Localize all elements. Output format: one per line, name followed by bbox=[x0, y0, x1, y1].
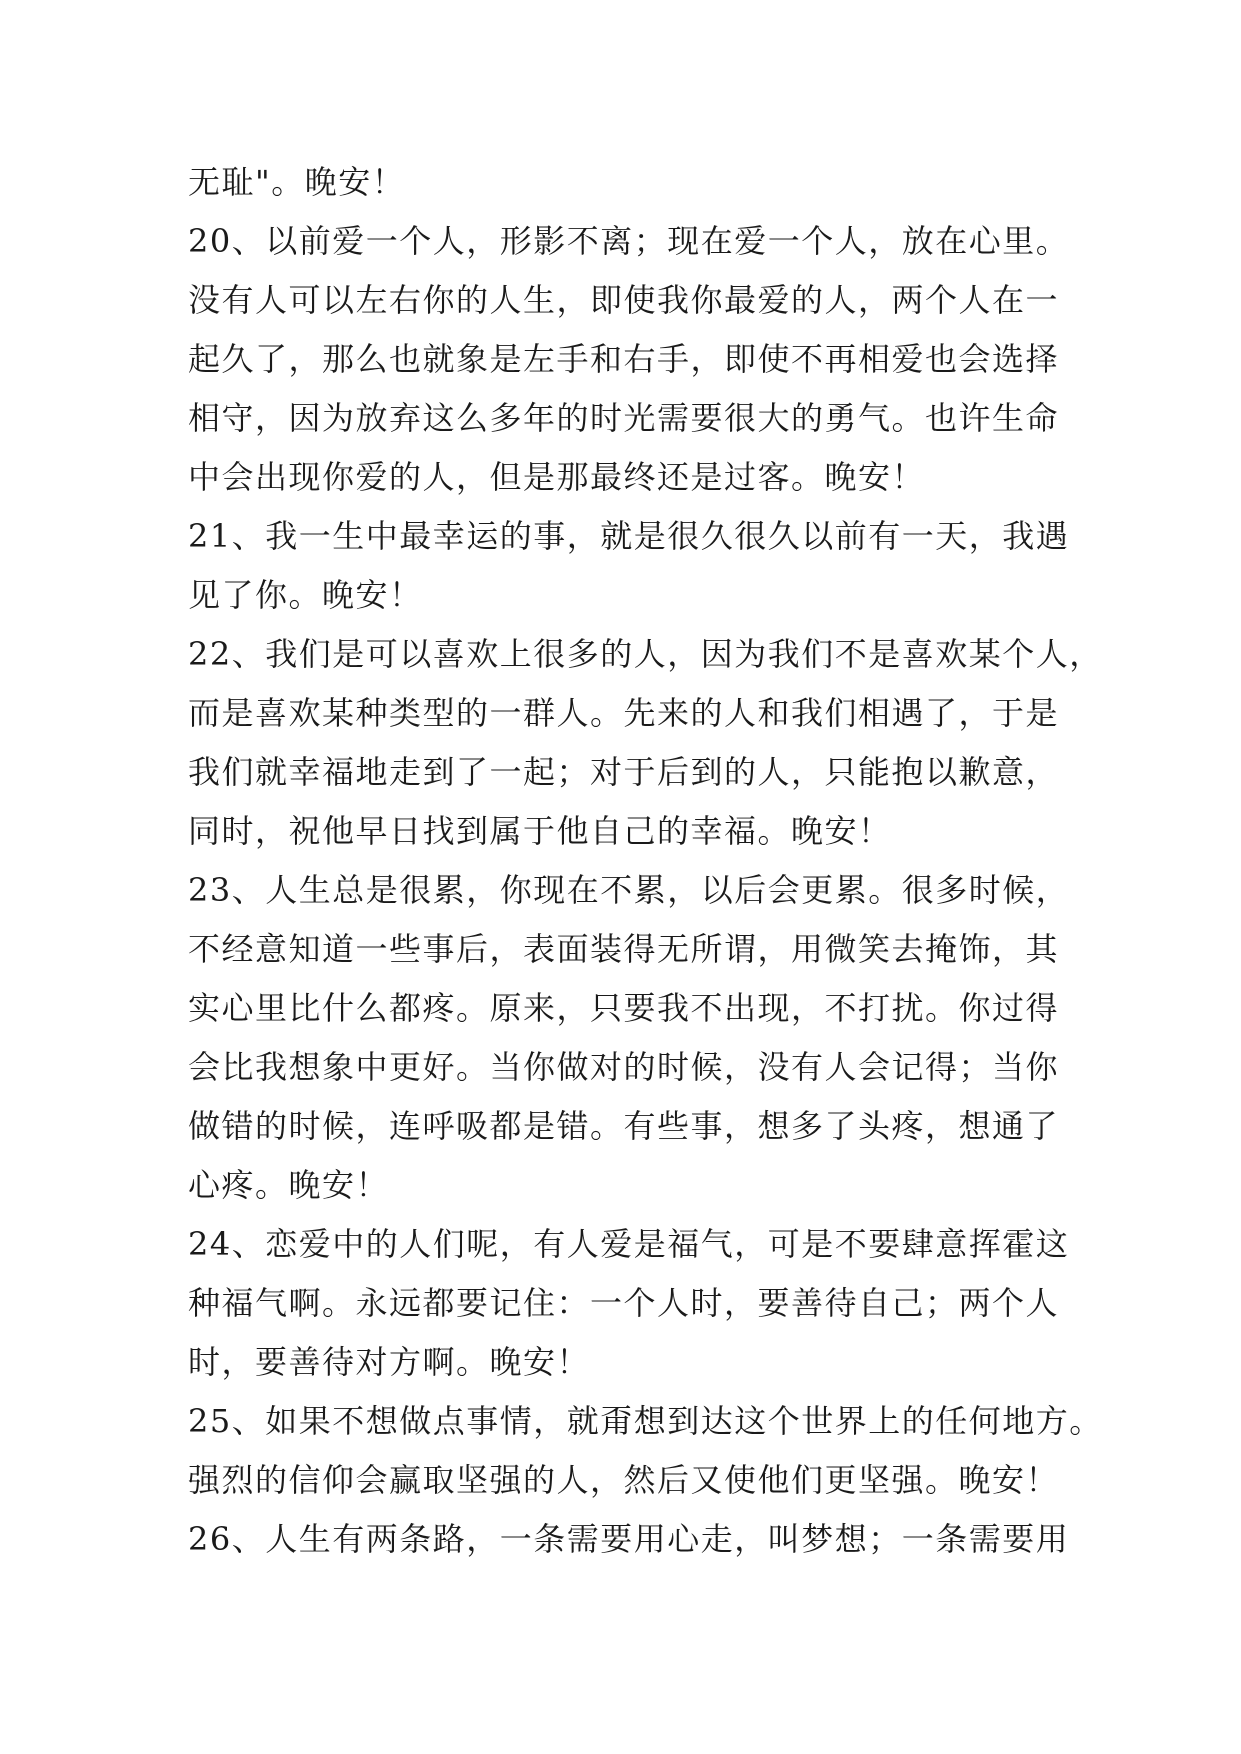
text-line: 24、恋爱中的人们呢，有人爱是福气，可是不要肆意挥霍这 bbox=[188, 1225, 1070, 1263]
text-line: 不经意知道一些事后，表面装得无所谓，用微笑去掩饰，其 bbox=[188, 930, 1060, 968]
text-line: 强烈的信仰会赢取坚强的人，然后又使他们更坚强。晚安！ bbox=[188, 1461, 1060, 1499]
text-line: 中会出现你爱的人，但是那最终还是过客。晚安！ bbox=[188, 458, 926, 496]
text-line: 没有人可以左右你的人生，即使我你最爱的人，两个人在一 bbox=[188, 281, 1060, 319]
text-line: 心疼。晚安！ bbox=[188, 1166, 390, 1204]
text-line: 相守，因为放弃这么多年的时光需要很大的勇气。也许生命 bbox=[188, 399, 1060, 437]
text-line: 实心里比什么都疼。原来，只要我不出现，不打扰。你过得 bbox=[188, 989, 1060, 1027]
text-line: 同时，祝他早日找到属于他自己的幸福。晚安！ bbox=[188, 812, 892, 850]
text-line: 做错的时候，连呼吸都是错。有些事，想多了头疼，想通了 bbox=[188, 1107, 1060, 1145]
text-line: 无耻"。晚安！ bbox=[188, 163, 406, 201]
document-body bbox=[188, 153, 1103, 1569]
text-line: 起久了，那么也就象是左手和右手，即使不再相爱也会选择 bbox=[188, 340, 1060, 378]
text-line: 而是喜欢某种类型的一群人。先来的人和我们相遇了，于是 bbox=[188, 694, 1060, 732]
text-line: 种福气啊。永远都要记住：一个人时，要善待自己；两个人 bbox=[188, 1284, 1060, 1322]
text-line: 时，要善待对方啊。晚安！ bbox=[188, 1343, 591, 1381]
text-line: 20、以前爱一个人，形影不离；现在爱一个人，放在心里。 bbox=[188, 222, 1070, 260]
text-line: 22、我们是可以喜欢上很多的人，因为我们不是喜欢某个人， bbox=[188, 635, 1103, 673]
text-line: 会比我想象中更好。当你做对的时候，没有人会记得；当你 bbox=[188, 1048, 1060, 1086]
text-line: 26、人生有两条路，一条需要用心走，叫梦想；一条需要用 bbox=[188, 1520, 1070, 1558]
text-line: 我们就幸福地走到了一起；对于后到的人，只能抱以歉意， bbox=[188, 753, 1060, 791]
text-line: 见了你。晚安！ bbox=[188, 576, 423, 614]
text-line: 23、人生总是很累，你现在不累，以后会更累。很多时候， bbox=[188, 871, 1070, 909]
text-line: 25、如果不想做点事情，就甭想到达这个世界上的任何地方。 bbox=[188, 1402, 1103, 1440]
text-line: 21、我一生中最幸运的事，就是很久很久以前有一天，我遇 bbox=[188, 517, 1070, 555]
